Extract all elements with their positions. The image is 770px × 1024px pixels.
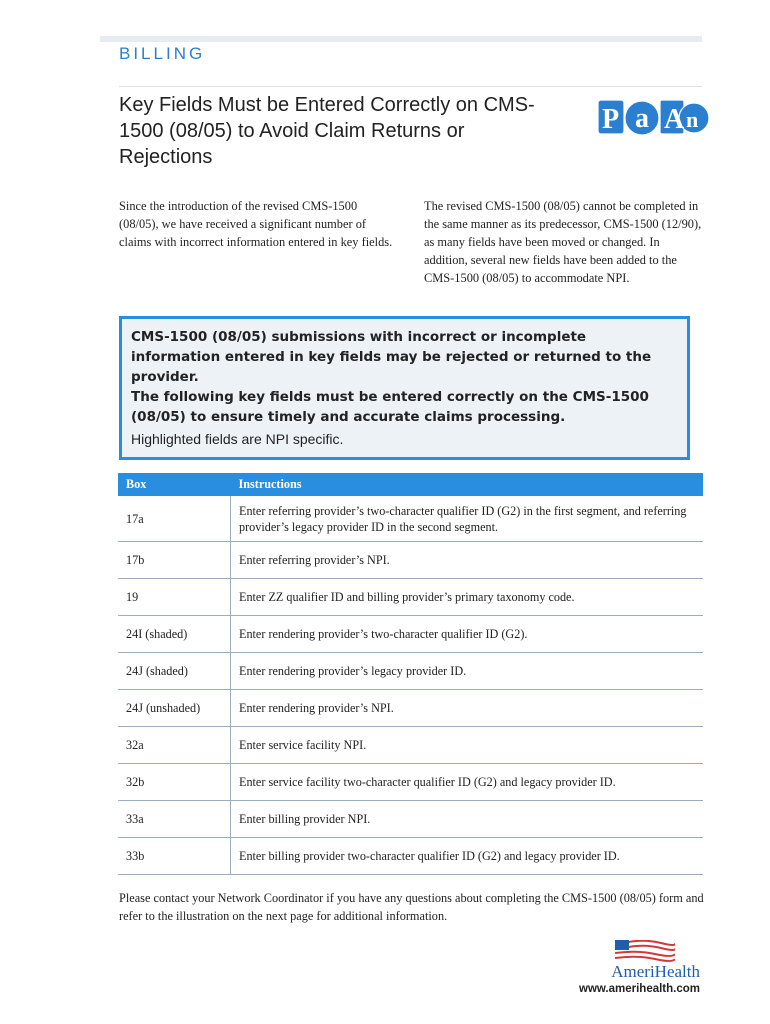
language-logo-icon xyxy=(590,94,710,140)
header-instructions: Instructions xyxy=(231,473,704,496)
instruction-cell: Enter service facility two-character qualifier ID (G2) and legacy provider ID. xyxy=(231,764,704,801)
instruction-cell: Enter rendering provider’s NPI. xyxy=(231,690,704,727)
box-cell: 19 xyxy=(118,579,231,616)
box-cell: 24I (shaded) xyxy=(118,616,231,653)
box-cell: 24J (shaded) xyxy=(118,653,231,690)
flag-icon xyxy=(615,940,675,964)
intro-right: The revised CMS-1500 (08/05) cannot be completed in the same manner as its predecessor, CMS-1500 (12/90), as many fields have been moved or changed. In addition, several new fields have been added to the CMS-1500 (08/05) to accommodate NPI. xyxy=(424,199,702,285)
key-fields-table xyxy=(118,473,703,875)
instruction-cell: Enter ZZ qualifier ID and billing provider’s primary taxonomy code. xyxy=(231,579,704,616)
header-box: Box xyxy=(118,473,231,496)
intro-left: Since the introduction of the revised CMS-1500 (08/05), we have received a significant number of claims with incorrect information entered in key fields. xyxy=(119,199,393,249)
callout-warning: CMS-1500 (08/05) submissions with incorrect or incomplete information entered in key fields may be rejected or returned to the provider. xyxy=(131,329,652,385)
top-rule xyxy=(100,36,702,42)
box-cell: 33a xyxy=(118,801,231,838)
instruction-cell: Enter rendering provider’s two-character qualifier ID (G2). xyxy=(231,616,704,653)
callout-note: Highlighted fields are NPI specific. xyxy=(131,431,344,447)
box-cell: 32a xyxy=(118,727,231,764)
box-cell: 32b xyxy=(118,764,231,801)
instruction-cell: Enter billing provider two-character qualifier ID (G2) and legacy provider ID. xyxy=(231,838,704,875)
table-row xyxy=(118,801,703,838)
table-row xyxy=(118,616,703,653)
title-rule xyxy=(119,86,702,87)
table-row xyxy=(118,727,703,764)
table-row xyxy=(118,542,703,579)
logo-letter-4: n xyxy=(686,107,699,132)
table-row xyxy=(118,838,703,875)
brand-name: AmeriHealth xyxy=(611,962,700,981)
instruction-cell: Enter billing provider NPI. xyxy=(231,801,704,838)
callout-instruction: The following key fields must be entered correctly on the CMS-1500 (08/05) to ensure timely and accurate claims processing. xyxy=(131,389,649,425)
instruction-cell: Enter rendering provider’s legacy provider ID. xyxy=(231,653,704,690)
instruction-cell: Enter referring provider’s NPI. xyxy=(231,542,704,579)
table-header-row xyxy=(118,473,703,496)
box-cell: 24J (unshaded) xyxy=(118,690,231,727)
logo-letter-1: P xyxy=(602,104,620,135)
table-row xyxy=(118,579,703,616)
box-cell: 17b xyxy=(118,542,231,579)
page-title: Key Fields Must be Entered Correctly on CMS-1500 (08/05) to Avoid Claim Returns or Rejections xyxy=(119,94,535,168)
table-row xyxy=(118,653,703,690)
section-label: BILLING xyxy=(119,44,206,63)
table-row xyxy=(118,764,703,801)
footer-note: Please contact your Network Coordinator if you have any questions about completing the CMS-1500 (08/05) form and refer to the illustration on the next page for additional information. xyxy=(119,891,704,923)
brand-url-link[interactable]: www.amerihealth.com xyxy=(579,983,700,995)
table-row xyxy=(118,496,703,542)
instruction-cell: Enter referring provider’s two-character qualifier ID (G2) in the first segment, and referring provider’s legacy provider ID in the second segment. xyxy=(231,496,704,542)
callout-box xyxy=(119,316,690,460)
table-row xyxy=(118,690,703,727)
logo-letter-2: a xyxy=(635,103,649,134)
instruction-cell: Enter service facility NPI. xyxy=(231,727,704,764)
box-cell: 17a xyxy=(118,496,231,542)
brand-block xyxy=(560,940,700,1000)
box-cell: 33b xyxy=(118,838,231,875)
logo-letter-3: A xyxy=(664,104,685,135)
